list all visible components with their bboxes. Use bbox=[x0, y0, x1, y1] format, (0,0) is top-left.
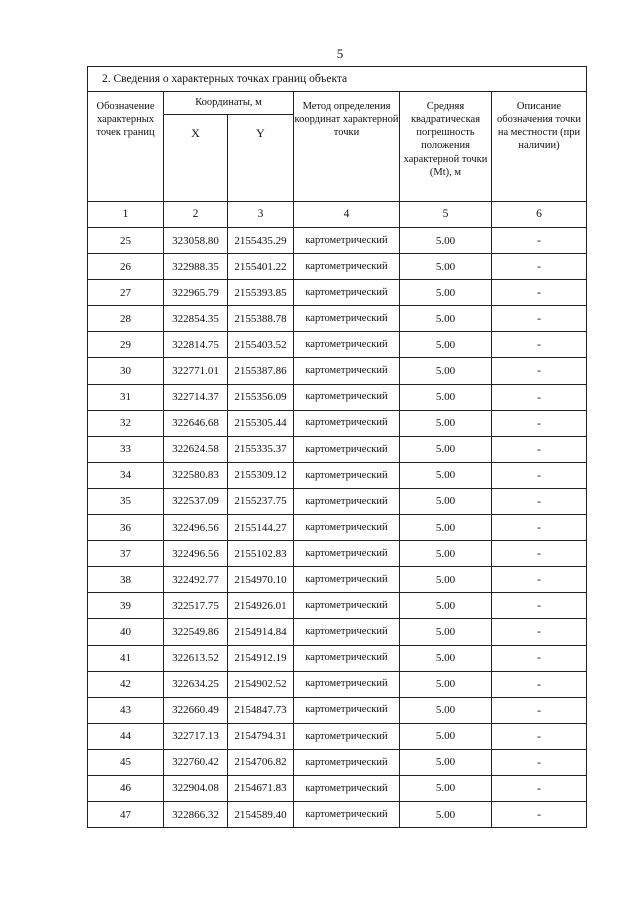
cell-y: 2154671.83 bbox=[228, 775, 294, 801]
column-number: 6 bbox=[492, 202, 587, 228]
cell-y: 2155435.29 bbox=[228, 228, 294, 254]
cell-y: 2155305.44 bbox=[228, 410, 294, 436]
cell-point-number: 41 bbox=[88, 645, 164, 671]
cell-method: картометрический bbox=[294, 775, 400, 801]
cell-y: 2154926.01 bbox=[228, 593, 294, 619]
cell-point-number: 47 bbox=[88, 802, 164, 828]
table-row bbox=[88, 280, 587, 306]
cell-y: 2154847.73 bbox=[228, 697, 294, 723]
cell-error: 5.00 bbox=[400, 384, 492, 410]
cell-point-number: 46 bbox=[88, 775, 164, 801]
cell-error: 5.00 bbox=[400, 228, 492, 254]
cell-method: картометрический bbox=[294, 228, 400, 254]
cell-error: 5.00 bbox=[400, 332, 492, 358]
cell-description: - bbox=[492, 410, 587, 436]
cell-point-number: 36 bbox=[88, 515, 164, 541]
cell-point-number: 34 bbox=[88, 462, 164, 488]
cell-method: картометрический bbox=[294, 567, 400, 593]
table-row bbox=[88, 488, 587, 514]
cell-description: - bbox=[492, 384, 587, 410]
cell-point-number: 26 bbox=[88, 254, 164, 280]
cell-method: картометрический bbox=[294, 645, 400, 671]
cell-description: - bbox=[492, 306, 587, 332]
cell-x: 322866.32 bbox=[164, 802, 228, 828]
table-row bbox=[88, 593, 587, 619]
header-error: Средняя квадратическая погрешность положения характерной точки (Mt), м bbox=[400, 92, 492, 202]
cell-description: - bbox=[492, 541, 587, 567]
cell-point-number: 28 bbox=[88, 306, 164, 332]
cell-point-number: 42 bbox=[88, 671, 164, 697]
cell-error: 5.00 bbox=[400, 515, 492, 541]
cell-x: 322646.68 bbox=[164, 410, 228, 436]
cell-error: 5.00 bbox=[400, 645, 492, 671]
table-row bbox=[88, 619, 587, 645]
cell-point-number: 33 bbox=[88, 436, 164, 462]
cell-x: 322771.01 bbox=[164, 358, 228, 384]
table-row bbox=[88, 462, 587, 488]
cell-x: 322814.75 bbox=[164, 332, 228, 358]
table-row bbox=[88, 645, 587, 671]
cell-description: - bbox=[492, 436, 587, 462]
cell-y: 2155309.12 bbox=[228, 462, 294, 488]
cell-x: 322854.35 bbox=[164, 306, 228, 332]
cell-description: - bbox=[492, 462, 587, 488]
cell-description: - bbox=[492, 723, 587, 749]
cell-description: - bbox=[492, 332, 587, 358]
cell-y: 2155388.78 bbox=[228, 306, 294, 332]
cell-description: - bbox=[492, 697, 587, 723]
cell-x: 322517.75 bbox=[164, 593, 228, 619]
cell-y: 2154794.31 bbox=[228, 723, 294, 749]
column-numbers-row bbox=[88, 202, 587, 228]
cell-method: картометрический bbox=[294, 306, 400, 332]
header-coordinates: Координаты, м bbox=[164, 92, 294, 115]
cell-error: 5.00 bbox=[400, 723, 492, 749]
cell-y: 2154902.52 bbox=[228, 671, 294, 697]
cell-description: - bbox=[492, 775, 587, 801]
cell-method: картометрический bbox=[294, 593, 400, 619]
cell-point-number: 43 bbox=[88, 697, 164, 723]
cell-method: картометрический bbox=[294, 515, 400, 541]
column-number: 1 bbox=[88, 202, 164, 228]
cell-x: 322537.09 bbox=[164, 488, 228, 514]
column-number: 2 bbox=[164, 202, 228, 228]
cell-y: 2155237.75 bbox=[228, 488, 294, 514]
cell-x: 322496.56 bbox=[164, 515, 228, 541]
cell-method: картометрический bbox=[294, 436, 400, 462]
column-number: 3 bbox=[228, 202, 294, 228]
cell-error: 5.00 bbox=[400, 567, 492, 593]
cell-error: 5.00 bbox=[400, 775, 492, 801]
cell-x: 322549.86 bbox=[164, 619, 228, 645]
cell-description: - bbox=[492, 802, 587, 828]
cell-method: картометрический bbox=[294, 462, 400, 488]
cell-method: картометрический bbox=[294, 802, 400, 828]
cell-error: 5.00 bbox=[400, 671, 492, 697]
table-row bbox=[88, 723, 587, 749]
cell-error: 5.00 bbox=[400, 358, 492, 384]
cell-description: - bbox=[492, 515, 587, 541]
table-row bbox=[88, 228, 587, 254]
cell-point-number: 30 bbox=[88, 358, 164, 384]
table-row bbox=[88, 567, 587, 593]
cell-y: 2154589.40 bbox=[228, 802, 294, 828]
cell-x: 322492.77 bbox=[164, 567, 228, 593]
cell-method: картометрический bbox=[294, 384, 400, 410]
cell-error: 5.00 bbox=[400, 436, 492, 462]
cell-y: 2154706.82 bbox=[228, 749, 294, 775]
cell-error: 5.00 bbox=[400, 254, 492, 280]
header-point-designation: Обозначение характерных точек границ bbox=[88, 92, 164, 202]
cell-y: 2155403.52 bbox=[228, 332, 294, 358]
cell-description: - bbox=[492, 593, 587, 619]
cell-method: картометрический bbox=[294, 254, 400, 280]
cell-description: - bbox=[492, 358, 587, 384]
table-row bbox=[88, 749, 587, 775]
cell-point-number: 31 bbox=[88, 384, 164, 410]
section-title-row bbox=[88, 67, 587, 92]
cell-error: 5.00 bbox=[400, 541, 492, 567]
cell-point-number: 32 bbox=[88, 410, 164, 436]
cell-method: картометрический bbox=[294, 488, 400, 514]
cell-method: картометрический bbox=[294, 671, 400, 697]
table-row bbox=[88, 306, 587, 332]
cell-y: 2154914.84 bbox=[228, 619, 294, 645]
cell-error: 5.00 bbox=[400, 749, 492, 775]
cell-error: 5.00 bbox=[400, 410, 492, 436]
table-row bbox=[88, 802, 587, 828]
cell-error: 5.00 bbox=[400, 280, 492, 306]
table-row bbox=[88, 541, 587, 567]
cell-description: - bbox=[492, 567, 587, 593]
cell-error: 5.00 bbox=[400, 462, 492, 488]
cell-x: 322904.08 bbox=[164, 775, 228, 801]
cell-point-number: 44 bbox=[88, 723, 164, 749]
cell-method: картометрический bbox=[294, 749, 400, 775]
cell-x: 322988.35 bbox=[164, 254, 228, 280]
cell-y: 2155356.09 bbox=[228, 384, 294, 410]
cell-y: 2155387.86 bbox=[228, 358, 294, 384]
cell-point-number: 29 bbox=[88, 332, 164, 358]
cell-x: 322580.83 bbox=[164, 462, 228, 488]
header-row bbox=[88, 92, 587, 115]
table-row bbox=[88, 384, 587, 410]
table-row bbox=[88, 254, 587, 280]
cell-point-number: 27 bbox=[88, 280, 164, 306]
cell-description: - bbox=[492, 228, 587, 254]
cell-x: 322634.25 bbox=[164, 671, 228, 697]
cell-description: - bbox=[492, 619, 587, 645]
cell-y: 2155393.85 bbox=[228, 280, 294, 306]
cell-point-number: 40 bbox=[88, 619, 164, 645]
cell-method: картометрический bbox=[294, 280, 400, 306]
cell-x: 323058.80 bbox=[164, 228, 228, 254]
cell-method: картометрический bbox=[294, 410, 400, 436]
cell-method: картометрический bbox=[294, 332, 400, 358]
cell-error: 5.00 bbox=[400, 593, 492, 619]
cell-method: картометрический bbox=[294, 697, 400, 723]
cell-method: картометрический bbox=[294, 619, 400, 645]
cell-error: 5.00 bbox=[400, 488, 492, 514]
table-row bbox=[88, 358, 587, 384]
cell-description: - bbox=[492, 488, 587, 514]
cell-x: 322760.42 bbox=[164, 749, 228, 775]
cell-y: 2155335.37 bbox=[228, 436, 294, 462]
cell-y: 2154970.10 bbox=[228, 567, 294, 593]
table-row bbox=[88, 775, 587, 801]
cell-error: 5.00 bbox=[400, 697, 492, 723]
cell-point-number: 25 bbox=[88, 228, 164, 254]
cell-x: 322624.58 bbox=[164, 436, 228, 462]
cell-x: 322714.37 bbox=[164, 384, 228, 410]
table-row bbox=[88, 410, 587, 436]
cell-y: 2155144.27 bbox=[228, 515, 294, 541]
cell-y: 2155102.83 bbox=[228, 541, 294, 567]
header-description: Описание обозначения точки на местности (при наличии) bbox=[492, 92, 587, 202]
cell-method: картометрический bbox=[294, 541, 400, 567]
boundary-points-table bbox=[87, 66, 587, 828]
cell-x: 322965.79 bbox=[164, 280, 228, 306]
column-number: 5 bbox=[400, 202, 492, 228]
section-title: 2. Сведения о характерных точках границ объекта bbox=[88, 67, 587, 92]
cell-point-number: 37 bbox=[88, 541, 164, 567]
cell-point-number: 38 bbox=[88, 567, 164, 593]
page-number: 5 bbox=[336, 46, 344, 61]
header-x: X bbox=[164, 115, 228, 202]
table-row bbox=[88, 671, 587, 697]
cell-error: 5.00 bbox=[400, 619, 492, 645]
cell-point-number: 35 bbox=[88, 488, 164, 514]
cell-error: 5.00 bbox=[400, 306, 492, 332]
cell-method: картометрический bbox=[294, 723, 400, 749]
header-y: Y bbox=[228, 115, 294, 202]
cell-error: 5.00 bbox=[400, 802, 492, 828]
table-row bbox=[88, 332, 587, 358]
cell-y: 2154912.19 bbox=[228, 645, 294, 671]
cell-x: 322717.13 bbox=[164, 723, 228, 749]
cell-method: картометрический bbox=[294, 358, 400, 384]
column-number: 4 bbox=[294, 202, 400, 228]
cell-x: 322613.52 bbox=[164, 645, 228, 671]
cell-description: - bbox=[492, 280, 587, 306]
cell-x: 322496.56 bbox=[164, 541, 228, 567]
header-method: Метод определения координат характерной точки bbox=[294, 92, 400, 202]
cell-x: 322660.49 bbox=[164, 697, 228, 723]
cell-description: - bbox=[492, 645, 587, 671]
table-row bbox=[88, 515, 587, 541]
cell-y: 2155401.22 bbox=[228, 254, 294, 280]
cell-description: - bbox=[492, 254, 587, 280]
table-row bbox=[88, 436, 587, 462]
cell-description: - bbox=[492, 749, 587, 775]
cell-description: - bbox=[492, 671, 587, 697]
cell-point-number: 45 bbox=[88, 749, 164, 775]
cell-point-number: 39 bbox=[88, 593, 164, 619]
table-row bbox=[88, 697, 587, 723]
